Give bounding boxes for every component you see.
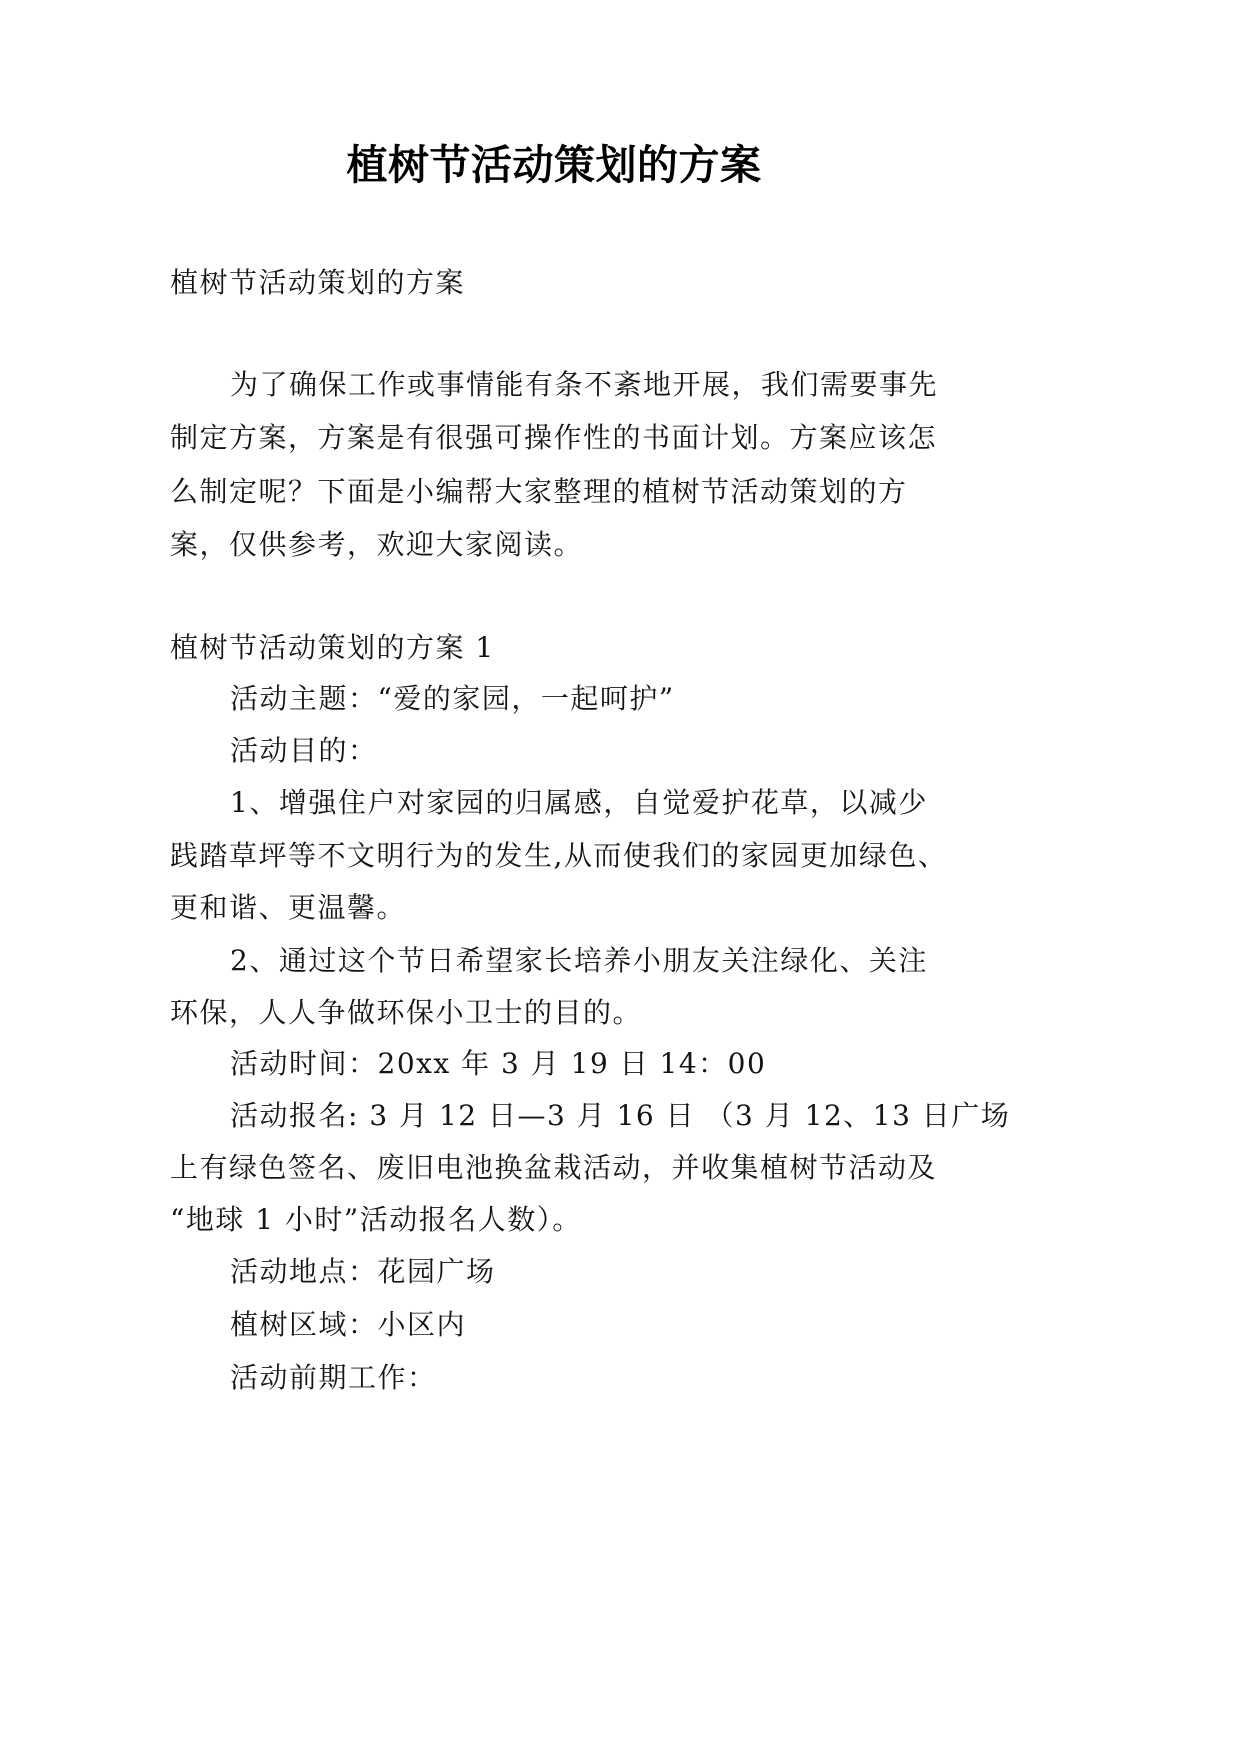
activity-purpose-label: 活动目的： [230, 734, 378, 767]
page-title: 植树节活动策划的方案 [346, 141, 762, 189]
document-subtitle: 植树节活动策划的方案 [170, 266, 466, 299]
purpose-line: 践踏草坪等不文明行为的发生,从而使我们的家园更加绿色、 [170, 839, 948, 872]
registration-line: 上有绿色签名、废旧电池换盆栽活动，并收集植树节活动及 [170, 1151, 938, 1184]
purpose-line: 2、通过这个节日希望家长培养小朋友关注绿化、关注 [230, 944, 928, 977]
registration-line: “地球 1 小时”活动报名人数）。 [170, 1203, 582, 1236]
intro-line: 制定方案，方案是有很强可操作性的书面计划。方案应该怎 [170, 421, 938, 454]
purpose-line: 环保，人人争做环保小卫士的目的。 [170, 996, 643, 1029]
purpose-line: 更和谐、更温馨。 [170, 891, 407, 924]
activity-time: 活动时间：20xx 年 3 月 19 日 14：00 [230, 1047, 767, 1080]
intro-line: 为了确保工作或事情能有条不紊地开展，我们需要事先 [230, 368, 939, 401]
section-heading: 植树节活动策划的方案 1 [170, 631, 495, 664]
registration-line: 活动报名: 3 月 12 日—3 月 16 日 （3 月 12、13 日广场 [230, 1099, 1011, 1132]
intro-line: 案，仅供参考，欢迎大家阅读。 [170, 528, 584, 561]
intro-line: 么制定呢？下面是小编帮大家整理的植树节活动策划的方 [170, 475, 908, 508]
activity-location: 活动地点：花园广场 [230, 1255, 496, 1288]
planting-area: 植树区域：小区内 [230, 1308, 467, 1341]
purpose-line: 1、增强住户对家园的归属感，自觉爱护花草，以减少 [230, 786, 928, 819]
activity-theme: 活动主题：“爱的家园，一起呵护” [230, 682, 675, 715]
preparation-label: 活动前期工作： [230, 1361, 437, 1394]
